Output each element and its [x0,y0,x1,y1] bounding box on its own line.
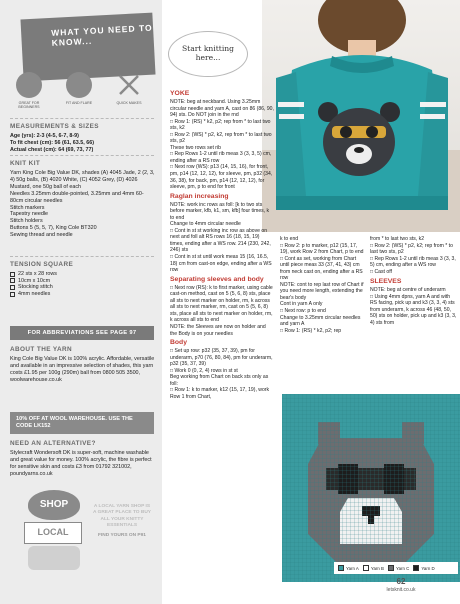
ball-icon [66,72,92,98]
crossed-needles-icon [116,72,142,98]
about-yarn-section [10,346,156,384]
banner-title: WHAT YOU NEED TO KNOW... [50,22,153,48]
page-number: 62 [396,577,406,586]
shop-label: SHOP [28,490,80,520]
feature-tags [10,72,150,116]
shop-base [28,546,80,570]
tension-section [10,261,156,297]
to-fit-line: To fit chest (cm): 56 (61, 63.5, 66) [10,139,95,146]
separating-text: □ Next row (RS): k to first marker, using cable cast-on method, cast on 5 (5, 6, 8) sts, place all sts to next marker on holder, rm, k across all sts to next marker, rm, cast on 5 (5, 6, 8) sts, place all sts to next marker on holder, rm, k across all sts to end NOTE: the Sleeves are now on holder and the Body is on your needles [170,284,273,337]
about-yarn-heading: ABOUT THE YARN [10,346,73,353]
child-sweater-photo [262,0,460,232]
yarn-ball-icon [16,72,42,98]
local-label: LOCAL [24,522,82,544]
swatch-icon [388,565,394,571]
tension-item: 10cm x 10cm [10,278,156,285]
knit-kit-section [10,160,156,239]
instructions-column-3 [370,236,458,327]
actual-line: Actual chest (cm): 64 (69, 73, 77) [10,146,94,153]
discount-offer: 10% OFF AT WOOL WAREHOUSE. USE THE CODE LK152 [10,412,154,434]
alternative-text: Stylecraft Wondersoft DK is super-soft, machine washable and great value for money. 100% acrylic, the fibre is perfect for sensitive skin and costs £3 from 01792 321002, poundyarns.co.uk [10,450,152,477]
tension-item: Stocking stitch [10,284,156,291]
kit-needle: Tapestry needle [10,211,49,218]
raglan-text: NOTE: work inc rows as foll: [k to two sts before marker, kfb, k1, sm, kfb] four times, k to end Change to 4mm circular needle □ Cont in st st working inc row as above on next and foll alt RS rows 16 (18, 15, 19) times, ending after a WS row. 214 (230, 242, 246) sts □ Cont in st st until work meas 15 (16, 16.5, 18) cm from cast-on edge, ending after a WS row [170,201,272,274]
yoke-heading: YOKE [170,90,190,97]
swatch-icon [413,565,419,571]
key-yarn-b: Yarn B [363,565,384,571]
measurements-heading: MEASUREMENTS & SIZES [10,123,99,130]
checkbox-icon [10,292,15,297]
tag-beginners: GREAT FOR BEGINNERS [10,72,48,109]
tension-item: 22 sts x 28 rows [10,271,156,278]
swatch-icon [363,565,369,571]
knit-kit-heading: KNIT KIT [10,160,41,167]
main-content [162,0,460,604]
kit-markers: Stitch markers [10,204,45,211]
kit-buttons: Buttons 5 (5, 5, 7), King Cole BT320 [10,225,97,232]
tension-heading: TENSION SQUARE [10,261,74,268]
checkbox-icon [10,272,15,277]
chart-key [334,562,458,574]
column-2-text: k to end □ Row 2: p to marker, p12 (15, 17, 19), work Row 2 from Chart, p to end □ Cont as set, working from Chart until piece meas 33 (37, 41, 43) cm from neck cast on, ending after a RS row NOTE: cont to rep last row of Chart if you need more length, extending the bear's body Cont in yarn A only □ Next row: p to end Change to 3.25mm circular needles and yarn A □ Row 1: (RS) * k2, p2; rep [280,236,364,334]
instructions-column-1 [170,90,274,400]
body-heading: Body [170,339,187,347]
about-yarn-text: King Cole Big Value DK is 100% acrylic. Affordable, versatile and available in an impressive selection of shades, this yarn costs £1.95 per 100g (290m) ball from 0800 505 3500, woolwarehouse.co.uk [10,356,155,383]
instructions-column-2 [280,236,364,334]
kit-holders: Stitch holders [10,218,43,225]
tag-fit: FIT AND FLARE [60,72,98,105]
start-knitting-badge: Start knitting here... [168,31,248,77]
divider [10,256,154,257]
sidebar [0,0,162,604]
yoke-text: NOTE: beg at neckband. Using 3.25mm circular needle and yarn A, cast on 86 (86, 90, 94) sts. Do NOT join in the rnd □ Row 1: (RS) * k2, p2; rep from * to last two sts, k2 □ Row 2: (WS) * p2, k2, rep from * to last two sts, p2 These two rows set rib □ Rep Rows 1-2 until rib meas 3 (3, 3, 5) cm, ending after a RS row □ Next row (WS): p13 (14, 15, 16), for front, pm, p14 (12, 12, 12), for sleeve, pm, p32 (34, 36, 38), for back, pm, p14 (12, 12, 12), for sleeve, pm, p to end for front [170,99,274,191]
kit-yarn: Yarn King Cole Big Value DK, shades (A) 4045 Jade, 2 (2, 3, 4) 50g balls, (B) 4020 White, (C) 4052 Grey, (D) 4026 Mustard, one 50g ball of each [10,170,155,190]
kit-thread: Sewing thread and needle [10,232,73,239]
shop-local-logo [22,486,84,570]
bear-knitting-chart [282,394,460,582]
site-url: letsknit.co.uk [386,587,416,593]
find-yours: FIND YOURS ON P91 [98,532,146,538]
separating-heading: Separating sleeves and body [170,275,264,283]
key-yarn-d: Yarn D [413,565,434,571]
sleeves-text: NOTE: beg at centre of underarm □ Using 4mm dpns, yarn A and with RS facing, pick up and k3 (3, 3, 4) sts from underarm, k across 46 (48, 50, 50) sts on holder, pick up and k3 (3, 3, 4) sts from [370,287,457,327]
raglan-heading: Raglan increasing [170,192,229,200]
column-3-text: from * to last two sts, k2 □ Row 2: (WS) * p2, k2; rep from * to last two sts, p2 □ Rep Rows 1-2 until rib meas 3 (3, 3, 5) cm, ending after a WS row □ Cast off [370,236,456,275]
key-yarn-a: Yarn A [338,565,359,571]
swatch-icon [338,565,344,571]
body-text: □ Set up row: p32 (35, 37, 39), pm for underarm, p70 (76, 80, 84), pm for underarm, p32 (35, 37, 39) □ Work 0 (0, 2, 4) rows in st st Beg working from Chart on back sts only as foll: □ Row 1: k to marker, k12 (15, 17, 19), work Row 1 from Chart, [170,348,273,400]
key-yarn-c: Yarn C [388,565,409,571]
tension-item: 4mm needles [10,291,156,298]
checkbox-icon [10,285,15,290]
measurements-section [10,123,156,154]
shop-local-text: A LOCAL YARN SHOP IS A GREAT PLACE TO BUY ALL YOUR KNITTY ESSENTIALS FIND YOURS ON P91 [92,504,151,538]
tag-quick: QUICK MAKES [110,72,148,105]
kit-needles: Needles 3.25mm double-pointed, 3.25mm and 4mm 60-80cm circular needles [10,190,144,204]
alternative-section [10,440,156,478]
sleeves-heading: SLEEVES [370,278,402,286]
age-line: Age (yrs): 2-3 (4-5, 6-7, 8-9) [10,133,79,139]
checkbox-icon [10,278,15,283]
divider [10,155,154,156]
divider [10,118,154,119]
alternative-heading: NEED AN ALTERNATIVE? [10,440,96,447]
page-footer [386,578,416,594]
abbreviations-note: FOR ABBREVIATIONS SEE PAGE 97 [10,326,154,340]
